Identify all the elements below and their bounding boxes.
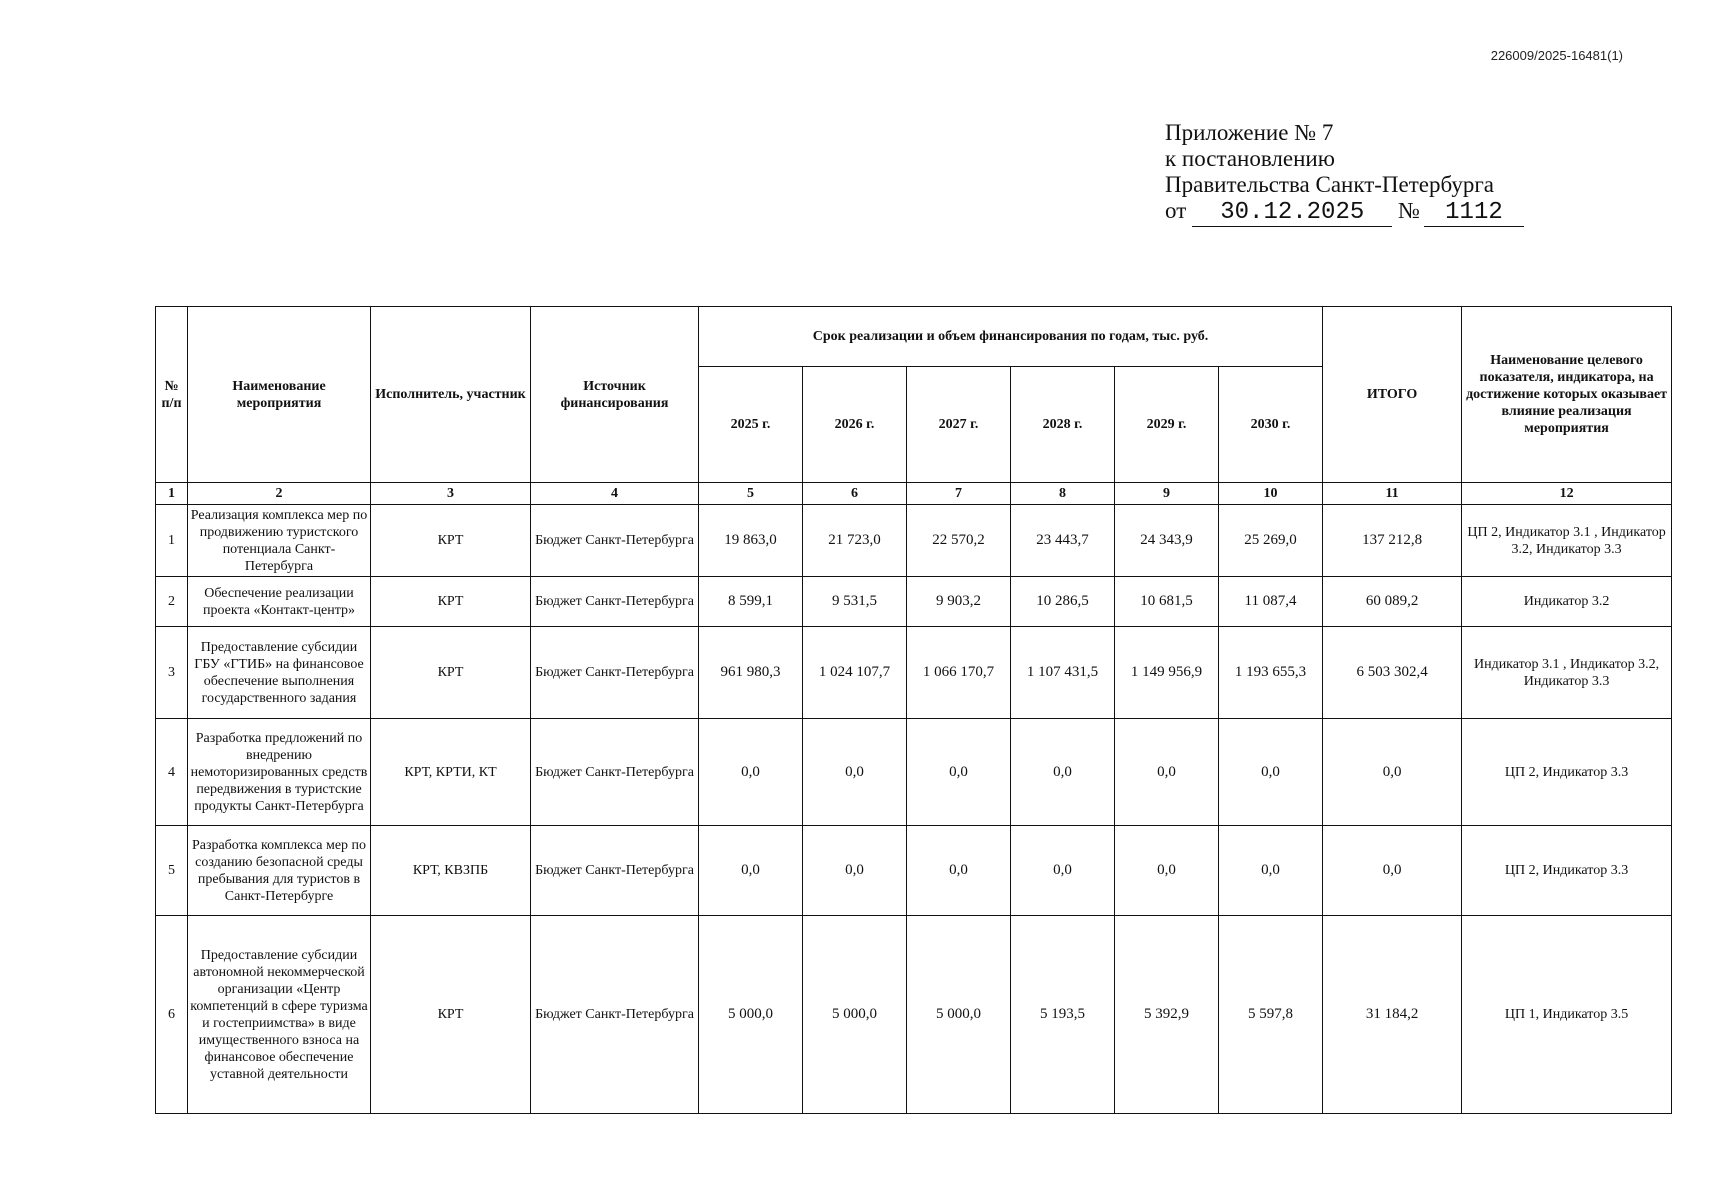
number-prefix: № <box>1398 198 1420 223</box>
executor: КРТ <box>371 577 531 627</box>
total-value: 6 503 302,4 <box>1323 627 1462 719</box>
table-row <box>156 627 1672 719</box>
year-value: 21 723,0 <box>803 505 907 577</box>
year-value: 19 863,0 <box>699 505 803 577</box>
from-prefix: от <box>1165 198 1187 223</box>
table-row <box>156 719 1672 826</box>
executor: КРТ <box>371 916 531 1114</box>
funding-source: Бюджет Санкт-Петербурга <box>531 719 699 826</box>
year-value: 25 269,0 <box>1219 505 1323 577</box>
year-value: 5 597,8 <box>1219 916 1323 1114</box>
year-value: 8 599,1 <box>699 577 803 627</box>
column-number: 9 <box>1115 483 1219 505</box>
year-value: 22 570,2 <box>907 505 1011 577</box>
year-value: 0,0 <box>699 826 803 916</box>
appendix-line-to-resolution: к постановлению <box>1165 146 1335 171</box>
header-activity-name: Наименование мероприятия <box>188 307 371 483</box>
table-row <box>156 826 1672 916</box>
year-value: 9 531,5 <box>803 577 907 627</box>
year-value: 5 392,9 <box>1115 916 1219 1114</box>
appendix-header <box>1165 120 1524 227</box>
column-number: 2 <box>188 483 371 505</box>
year-value: 0,0 <box>1115 719 1219 826</box>
resolution-date: 30.12.2025 <box>1192 200 1392 227</box>
year-value: 1 024 107,7 <box>803 627 907 719</box>
appendix-line-government: Правительства Санкт-Петербурга <box>1165 172 1494 197</box>
appendix-title: Приложение № 7 <box>1165 120 1334 145</box>
column-number: 10 <box>1219 483 1323 505</box>
activity-name: Предоставление субсидии ГБУ «ГТИБ» на финансовое обеспечение выполнения государственного задания <box>188 627 371 719</box>
column-number: 8 <box>1011 483 1115 505</box>
financing-table <box>155 306 1672 1114</box>
indicator: Индикатор 3.2 <box>1462 577 1672 627</box>
year-value: 0,0 <box>699 719 803 826</box>
header-funding-source: Источник финансирования <box>531 307 699 483</box>
year-value: 23 443,7 <box>1011 505 1115 577</box>
column-number: 1 <box>156 483 188 505</box>
activity-name: Реализация комплекса мер по продвижению туристского потенциала Санкт-Петербурга <box>188 505 371 577</box>
funding-source: Бюджет Санкт-Петербурга <box>531 916 699 1114</box>
header-year: 2027 г. <box>907 367 1011 483</box>
year-value: 0,0 <box>1011 719 1115 826</box>
year-value: 9 903,2 <box>907 577 1011 627</box>
year-value: 11 087,4 <box>1219 577 1323 627</box>
total-value: 0,0 <box>1323 826 1462 916</box>
header-number: № п/п <box>156 307 188 483</box>
funding-source: Бюджет Санкт-Петербурга <box>531 826 699 916</box>
column-number: 5 <box>699 483 803 505</box>
indicator: ЦП 2, Индикатор 3.3 <box>1462 719 1672 826</box>
row-number: 6 <box>156 916 188 1114</box>
executor: КРТ <box>371 505 531 577</box>
column-numbers-row <box>156 483 1672 505</box>
year-value: 10 286,5 <box>1011 577 1115 627</box>
resolution-number: 1112 <box>1424 200 1524 227</box>
header-year: 2030 г. <box>1219 367 1323 483</box>
year-value: 961 980,3 <box>699 627 803 719</box>
header-executor: Исполнитель, участник <box>371 307 531 483</box>
year-value: 5 000,0 <box>907 916 1011 1114</box>
header-indicator: Наименование целевого показателя, индикатора, на достижение которых оказывает влияние реализация мероприятия <box>1462 307 1672 483</box>
year-value: 10 681,5 <box>1115 577 1219 627</box>
year-value: 1 193 655,3 <box>1219 627 1323 719</box>
funding-source: Бюджет Санкт-Петербурга <box>531 627 699 719</box>
indicator: ЦП 1, Индикатор 3.5 <box>1462 916 1672 1114</box>
column-number: 6 <box>803 483 907 505</box>
year-value: 0,0 <box>1219 826 1323 916</box>
column-number: 7 <box>907 483 1011 505</box>
year-value: 1 107 431,5 <box>1011 627 1115 719</box>
executor: КРТ, КВЗПБ <box>371 826 531 916</box>
year-value: 0,0 <box>907 719 1011 826</box>
header-year: 2025 г. <box>699 367 803 483</box>
indicator: ЦП 2, Индикатор 3.3 <box>1462 826 1672 916</box>
year-value: 0,0 <box>907 826 1011 916</box>
indicator: ЦП 2, Индикатор 3.1 , Индикатор 3.2, Индикатор 3.3 <box>1462 505 1672 577</box>
total-value: 60 089,2 <box>1323 577 1462 627</box>
total-value: 31 184,2 <box>1323 916 1462 1114</box>
year-value: 5 193,5 <box>1011 916 1115 1114</box>
indicator: Индикатор 3.1 , Индикатор 3.2, Индикатор 3.3 <box>1462 627 1672 719</box>
appendix-date-line <box>1165 198 1524 227</box>
column-number: 12 <box>1462 483 1672 505</box>
row-number: 4 <box>156 719 188 826</box>
executor: КРТ, КРТИ, КТ <box>371 719 531 826</box>
header-year: 2026 г. <box>803 367 907 483</box>
funding-source: Бюджет Санкт-Петербурга <box>531 577 699 627</box>
header-total: ИТОГО <box>1323 307 1462 483</box>
year-value: 5 000,0 <box>803 916 907 1114</box>
year-value: 0,0 <box>1115 826 1219 916</box>
funding-source: Бюджет Санкт-Петербурга <box>531 505 699 577</box>
year-value: 1 149 956,9 <box>1115 627 1219 719</box>
year-value: 0,0 <box>803 719 907 826</box>
header-year: 2028 г. <box>1011 367 1115 483</box>
table-row <box>156 577 1672 627</box>
year-value: 0,0 <box>1219 719 1323 826</box>
column-number: 3 <box>371 483 531 505</box>
executor: КРТ <box>371 627 531 719</box>
header-period-group: Срок реализации и объем финансирования по годам, тыс. руб. <box>699 307 1323 367</box>
total-value: 0,0 <box>1323 719 1462 826</box>
total-value: 137 212,8 <box>1323 505 1462 577</box>
year-value: 1 066 170,7 <box>907 627 1011 719</box>
year-value: 0,0 <box>803 826 907 916</box>
column-number: 11 <box>1323 483 1462 505</box>
row-number: 1 <box>156 505 188 577</box>
document-registration-number: 226009/2025-16481(1) <box>1490 48 1623 63</box>
table-row <box>156 916 1672 1114</box>
activity-name: Разработка комплекса мер по созданию безопасной среды пребывания для туристов в Санкт-Петербурге <box>188 826 371 916</box>
row-number: 5 <box>156 826 188 916</box>
row-number: 3 <box>156 627 188 719</box>
year-value: 5 000,0 <box>699 916 803 1114</box>
activity-name: Разработка предложений по внедрению немоторизированных средств передвижения в туристские продукты Санкт-Петербурга <box>188 719 371 826</box>
year-value: 24 343,9 <box>1115 505 1219 577</box>
activity-name: Обеспечение реализации проекта «Контакт-центр» <box>188 577 371 627</box>
activity-name: Предоставление субсидии автономной некоммерческой организации «Центр компетенций в сфере туризма и гостеприимства» в виде имущественного взноса на финансовое обеспечение уставной деятельности <box>188 916 371 1114</box>
row-number: 2 <box>156 577 188 627</box>
year-value: 0,0 <box>1011 826 1115 916</box>
table-row <box>156 505 1672 577</box>
header-year: 2029 г. <box>1115 367 1219 483</box>
column-number: 4 <box>531 483 699 505</box>
